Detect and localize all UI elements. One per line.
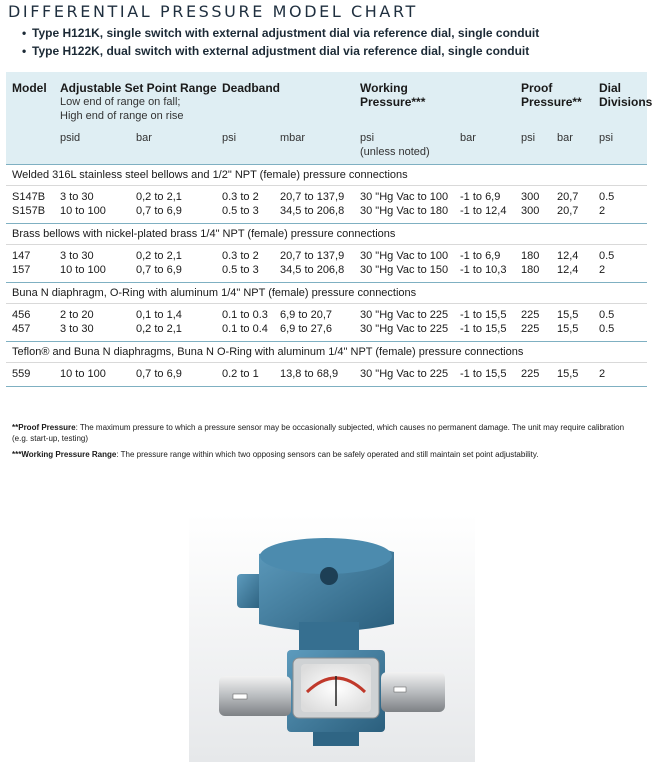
cell-working-psi: 30 "Hg Vac to 180: [360, 205, 449, 217]
pressure-switch-photo: [189, 514, 475, 762]
cell-deadband-psi: 0.1 to 0.3: [222, 309, 268, 321]
table-row: [6, 367, 647, 381]
cell-working-psi: 30 "Hg Vac to 150: [360, 264, 449, 276]
cell-psid: 10 to 100: [60, 368, 106, 380]
cell-working-bar: -1 to 12,4: [460, 205, 507, 217]
cover-screw-icon: [320, 567, 338, 585]
col-dial-1: Dial: [599, 81, 622, 95]
cell-model: 157: [12, 264, 31, 276]
page-title: DIFFERENTIAL PRESSURE MODEL CHART: [8, 2, 418, 21]
col-adjustable-range: Adjustable Set Point Range: [60, 81, 217, 95]
cell-working-psi: 30 "Hg Vac to 100: [360, 250, 449, 262]
cell-bar: 0,1 to 1,4: [136, 309, 182, 321]
cell-working-bar: -1 to 15,5: [460, 309, 507, 321]
section-title: Brass bellows with nickel-plated brass 1/4" NPT (female) pressure connections: [6, 223, 647, 244]
cell-deadband-mbar: 20,7 to 137,9: [280, 191, 345, 203]
cell-bar: 0,7 to 6,9: [136, 368, 182, 380]
cell-psid: 10 to 100: [60, 205, 106, 217]
col-deadband: Deadband: [222, 81, 281, 95]
cell-deadband-psi: 0.1 to 0.4: [222, 323, 268, 335]
unit-psi: psi: [360, 132, 375, 144]
cell-model: 559: [12, 368, 31, 380]
footnote-proof: **Proof Pressure: The maximum pressure to which a pressure sensor may be occasionally subjected, which causes no permanent damage. The unit may require calibration (e.g. start-up, testing): [12, 423, 625, 443]
unit-mbar: mbar: [280, 132, 306, 144]
cell-proof-bar: 12,4: [557, 250, 579, 262]
table-row: [6, 322, 647, 336]
cell-proof-bar: 20,7: [557, 191, 579, 203]
cell-working-psi: 30 "Hg Vac to 100: [360, 191, 449, 203]
cell-model: S147B: [12, 191, 46, 203]
cell-psid: 3 to 30: [60, 250, 94, 262]
cell-deadband-psi: 0.5 to 3: [222, 264, 259, 276]
cell-working-bar: -1 to 6,9: [460, 191, 501, 203]
cell-proof-psi: 180: [521, 264, 540, 276]
section-title: Welded 316L stainless steel bellows and 1/2" NPT (female) pressure connections: [6, 164, 647, 185]
cell-deadband-psi: 0.2 to 1: [222, 368, 259, 380]
cell-proof-bar: 15,5: [557, 323, 579, 335]
cell-proof-psi: 300: [521, 205, 540, 217]
cell-deadband-psi: 0.3 to 2: [222, 191, 259, 203]
mount-foot: [313, 732, 359, 746]
unit-bar: bar: [136, 132, 152, 144]
adj-sub-2: High end of range on rise: [60, 110, 184, 122]
section-rows: [6, 244, 647, 282]
cell-model: S157B: [12, 205, 46, 217]
unit-psi: psi: [521, 132, 536, 144]
cell-proof-psi: 225: [521, 309, 540, 321]
adj-sub-1: Low end of range on fall;: [60, 96, 181, 108]
col-proof-1: Proof: [521, 81, 553, 95]
section-rows: [6, 362, 647, 386]
cell-proof-psi: 225: [521, 323, 540, 335]
section-rows: [6, 303, 647, 341]
section: [6, 164, 647, 223]
cell-proof-psi: 225: [521, 368, 540, 380]
cell-bar: 0,2 to 2,1: [136, 250, 182, 262]
housing-neck: [299, 622, 359, 650]
cell-working-bar: -1 to 10,3: [460, 264, 507, 276]
cell-working-psi: 30 "Hg Vac to 225: [360, 323, 449, 335]
cell-psid: 10 to 100: [60, 264, 106, 276]
cell-bar: 0,7 to 6,9: [136, 205, 182, 217]
left-pressure-port: [219, 676, 291, 716]
unit-psi: psi: [599, 132, 614, 144]
cell-psid: 3 to 30: [60, 191, 94, 203]
pressure-switch-illustration: [189, 514, 475, 762]
table-bottom-rule: [6, 386, 647, 387]
cell-dial: 2: [599, 264, 606, 276]
section-rows: [6, 185, 647, 223]
cell-deadband-mbar: 20,7 to 137,9: [280, 250, 345, 262]
cell-working-psi: 30 "Hg Vac to 225: [360, 368, 449, 380]
table-header: [6, 72, 653, 164]
table-row: [6, 190, 647, 204]
section: [6, 223, 647, 282]
cell-proof-psi: 180: [521, 250, 540, 262]
cell-working-bar: -1 to 15,5: [460, 323, 507, 335]
cell-model: 456: [12, 309, 31, 321]
table-row: [6, 204, 647, 218]
cell-proof-bar: 20,7: [557, 205, 579, 217]
cell-dial: 2: [599, 205, 606, 217]
cell-deadband-mbar: 6,9 to 20,7: [280, 309, 332, 321]
table-row: [6, 249, 647, 263]
cell-dial: 0.5: [599, 191, 615, 203]
cell-bar: 0,7 to 6,9: [136, 264, 182, 276]
cell-model: 457: [12, 323, 31, 335]
port-label: [394, 687, 406, 692]
right-pressure-port: [381, 672, 445, 712]
section: [6, 341, 647, 386]
cell-working-bar: -1 to 6,9: [460, 250, 501, 262]
cell-deadband-psi: 0.3 to 2: [222, 250, 259, 262]
cell-deadband-mbar: 34,5 to 206,8: [280, 205, 345, 217]
cell-deadband-mbar: 34,5 to 206,8: [280, 264, 345, 276]
cell-working-bar: -1 to 15,5: [460, 368, 507, 380]
bullet-item: • Type H121K, single switch with external adjustment dial via reference dial, single conduit: [22, 26, 540, 40]
cell-proof-bar: 15,5: [557, 368, 579, 380]
footnotes: [12, 422, 642, 465]
table-row: [6, 308, 647, 322]
cell-dial: 0.5: [599, 323, 615, 335]
cell-deadband-psi: 0.5 to 3: [222, 205, 259, 217]
cell-dial: 0.5: [599, 250, 615, 262]
type-bullet-list: [22, 24, 539, 60]
footnote-working: ***Working Pressure Range: The pressure range within which two opposing sensors can be safely operated and still maintain set point adjustability.: [12, 450, 539, 459]
cell-working-psi: 30 "Hg Vac to 225: [360, 309, 449, 321]
cell-deadband-mbar: 6,9 to 27,6: [280, 323, 332, 335]
section: [6, 282, 647, 341]
unit-psi: psi: [222, 132, 237, 144]
cell-proof-psi: 300: [521, 191, 540, 203]
bullet-item: • Type H122K, dual switch with external adjustment dial via reference dial, single conduit: [22, 44, 530, 58]
section-title: Buna N diaphragm, O-Ring with aluminum 1/4" NPT (female) pressure connections: [6, 282, 647, 303]
model-table: [6, 164, 647, 387]
cell-psid: 3 to 30: [60, 323, 94, 335]
port-label: [233, 694, 247, 699]
cell-model: 147: [12, 250, 31, 262]
section-title: Teflon® and Buna N diaphragms, Buna N O-Ring with aluminum 1/4" NPT (female) pressure connections: [6, 341, 647, 362]
cell-psid: 2 to 20: [60, 309, 94, 321]
unit-bar: bar: [460, 132, 476, 144]
col-dial-2: Divisions: [599, 95, 653, 109]
cell-proof-bar: 15,5: [557, 309, 579, 321]
unit-bar: bar: [557, 132, 573, 144]
col-proof-2: Pressure**: [521, 95, 582, 109]
cell-dial: 0.5: [599, 309, 615, 321]
cell-deadband-mbar: 13,8 to 68,9: [280, 368, 339, 380]
cell-bar: 0,2 to 2,1: [136, 191, 182, 203]
table-row: [6, 263, 647, 277]
unit-unless-noted: (unless noted): [360, 146, 430, 158]
unit-psid: psid: [60, 132, 81, 144]
cell-dial: 2: [599, 368, 606, 380]
col-working-1: Working: [360, 81, 408, 95]
cell-proof-bar: 12,4: [557, 264, 579, 276]
cell-bar: 0,2 to 2,1: [136, 323, 182, 335]
col-working-2: Pressure***: [360, 95, 426, 109]
col-model: Model: [12, 81, 47, 95]
